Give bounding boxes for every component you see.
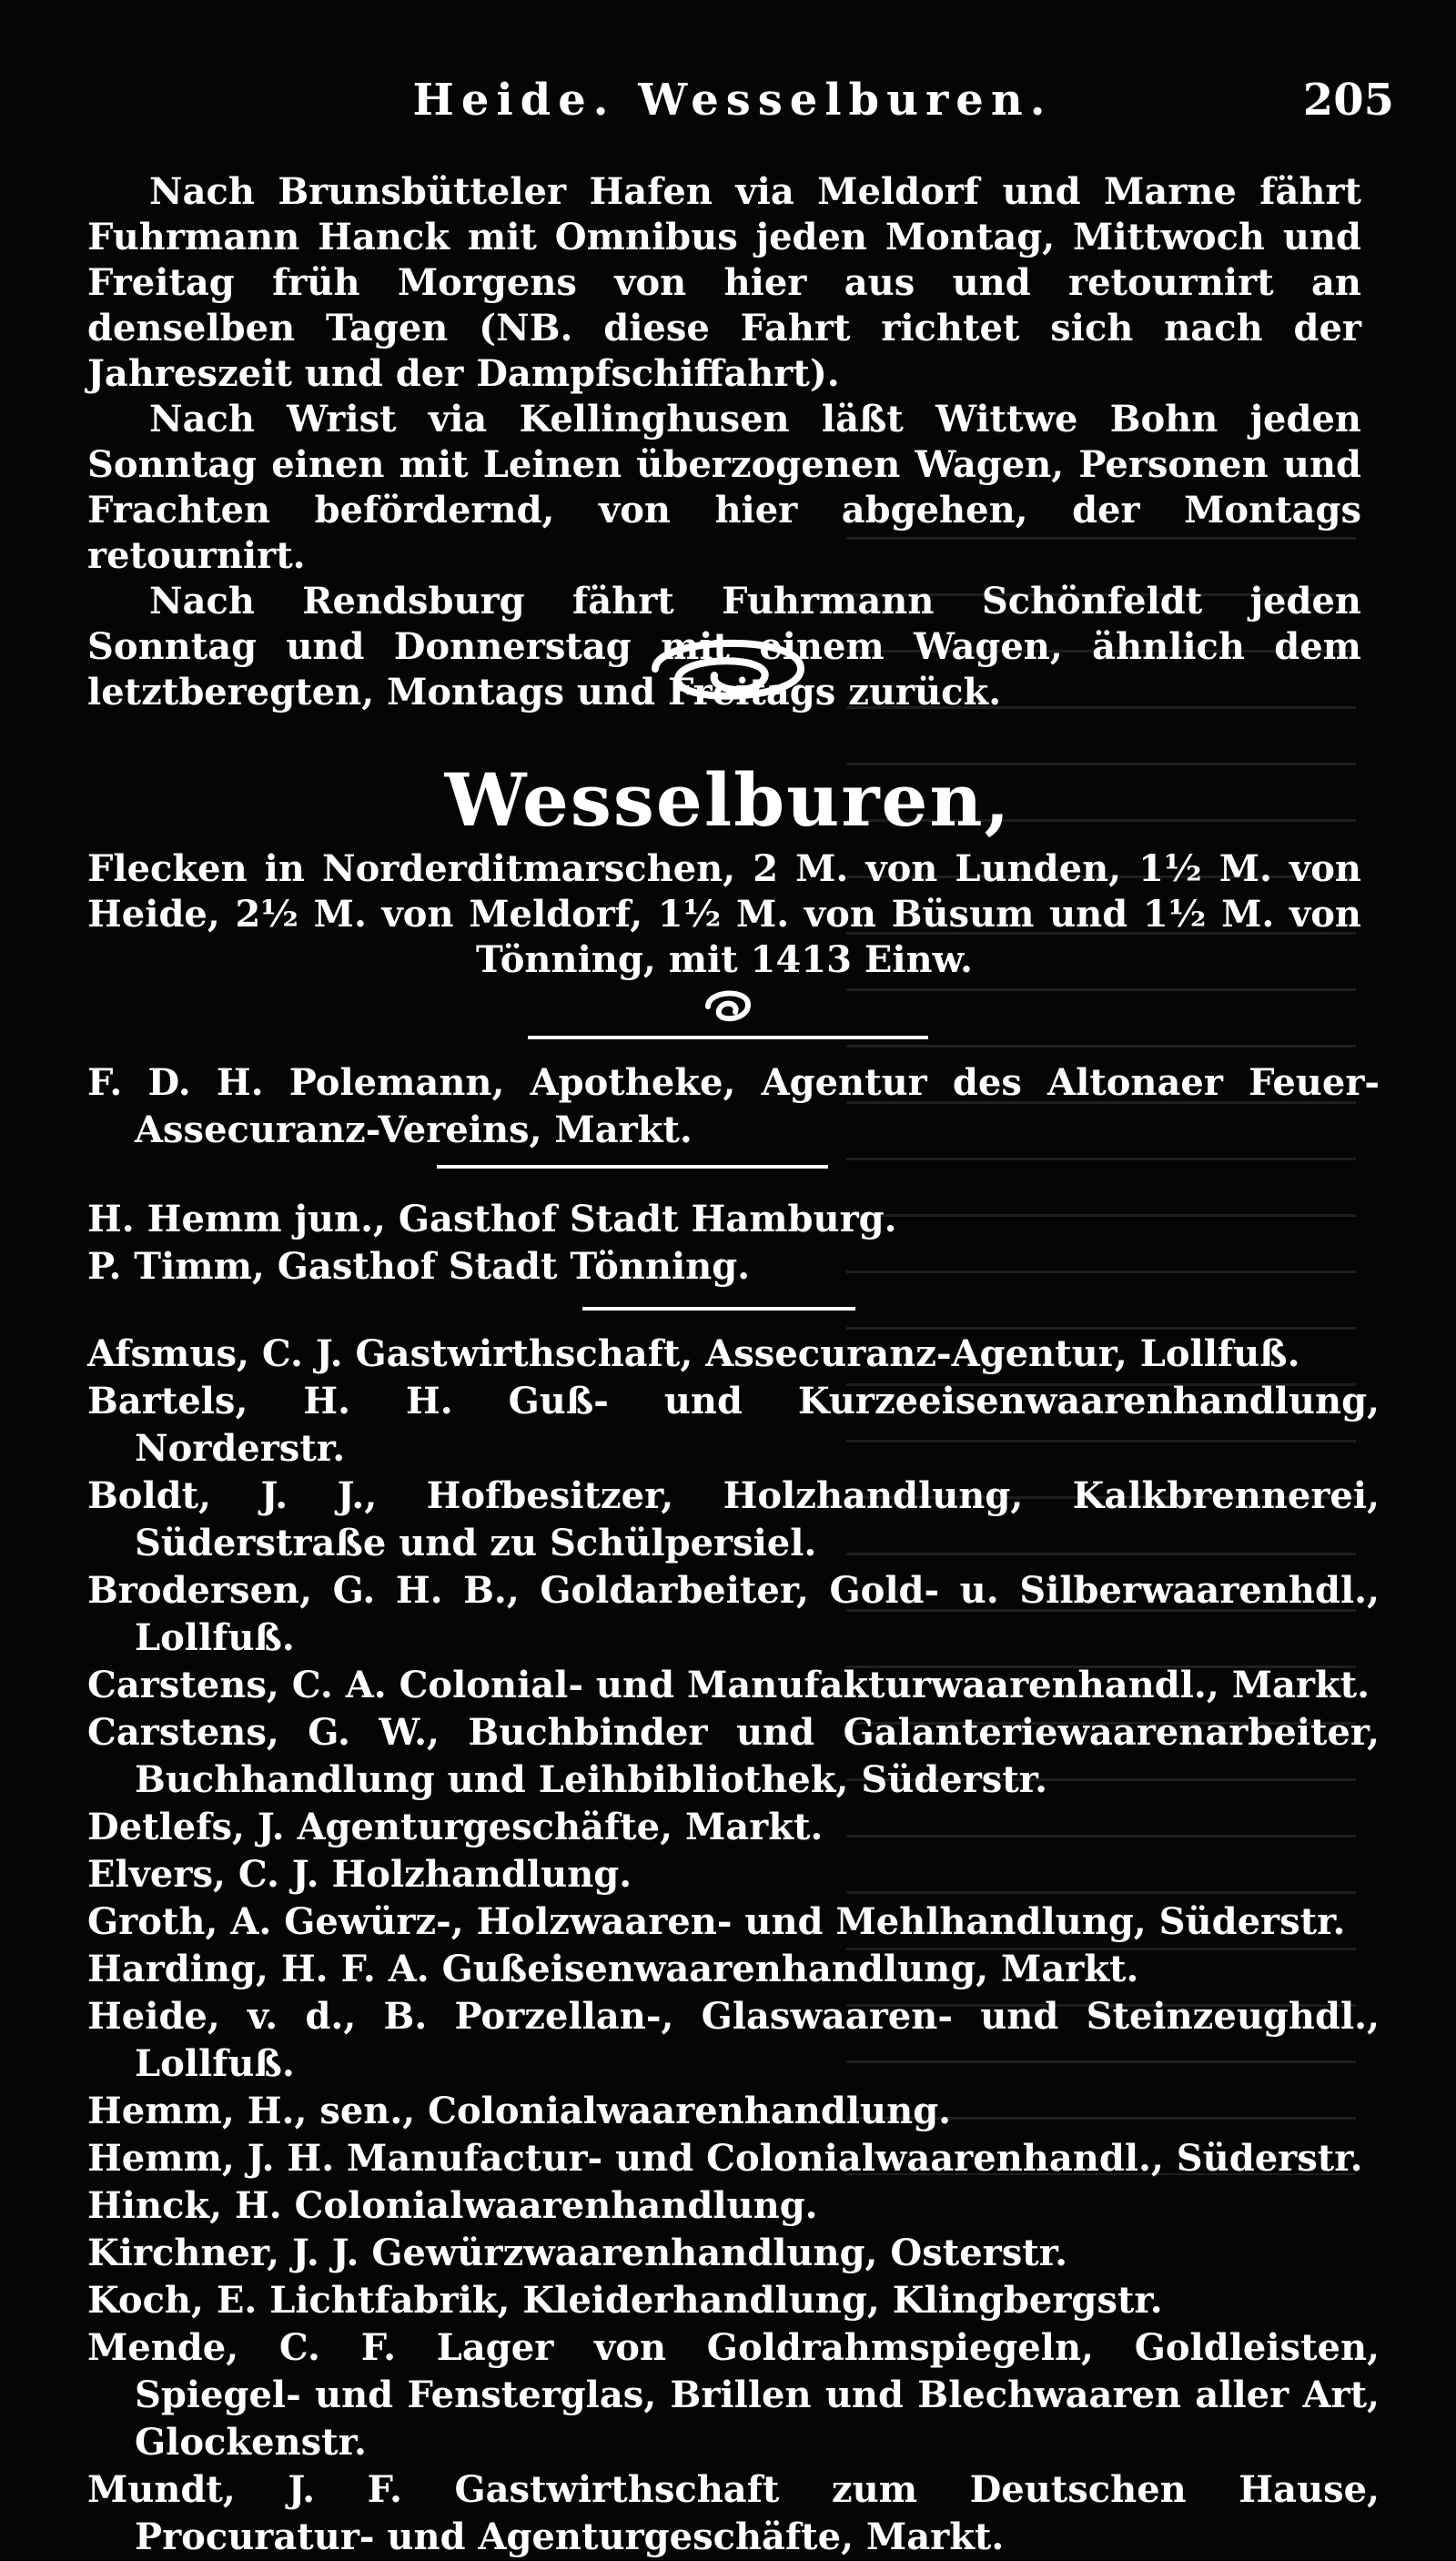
list-item: Hemm, J. H. Manufactur- und Colonialwaarenhandl., Süderstr. [87,2137,1363,2180]
apotheke-list [87,1059,1380,1154]
list-item: Bartels, H. H. Guß- und Kurzeeisenwaarenhandlung, Norderstr. [87,1380,1380,1470]
list-item: Harding, H. F. A. Gußeisenwaarenhandlung, Markt. [87,1948,1139,1990]
list-item: H. Hemm jun., Gasthof Stadt Hamburg. [87,1198,897,1240]
list-item: Hemm, H., sen., Colonialwaarenhandlung. [87,2090,952,2132]
list-item: F. D. H. Polemann, Apotheke, Agentur des Altonaer Feuer-Assecuranz-Vereins, Markt. [87,1061,1380,1151]
intro-paragraph: Nach Rendsburg fährt Fuhrmann Schönfeldt jeden Sonntag und Donnerstag mit einem Wagen, ähnlich dem letztberegten, Montags und Freitags zurück. [87,580,1361,714]
list-item: Kirchner, J. J. Gewürzwaarenhandlung, Osterstr. [87,2232,1068,2274]
list-item: Boldt, J. J., Hofbesitzer, Holzhandlung, Kalkbrennerei, Süderstraße und zu Schülpersiel. [87,1474,1380,1564]
page-header [55,75,1410,138]
scroll-flourish-icon [637,628,819,710]
running-head: Heide. Wesselburen. [412,75,1053,126]
business-directory [87,1331,1380,2561]
list-item: Mende, C. F. Lager von Goldrahmspiegeln, Goldleisten, Spiegel- und Fensterglas, Brillen und Blechwaaren aller Art, Glockenstr. [87,2326,1380,2464]
divider [528,1036,928,1039]
list-item: Detlefs, J. Agenturgeschäfte, Markt. [87,1806,824,1848]
list-item: Elvers, C. J. Holzhandlung. [87,1853,632,1896]
list-item: Carstens, C. A. Colonial- und Manufakturwaarenhandl., Markt. [87,1664,1370,1706]
list-item: Mundt, J. F. Gastwirthschaft zum Deutschen Hause, Procuratur- und Agenturgeschäfte, Markt. [87,2468,1380,2558]
list-item: Afsmus, C. J. Gastwirthschaft, Assecuranz-Agentur, Lollfuß. [87,1332,1300,1375]
list-item: Heide, v. d., B. Porzellan-, Glaswaaren- und Steinzeughdl., Lollfuß. [87,1995,1380,2085]
list-item: Hinck, H. Colonialwaarenhandlung. [87,2184,818,2227]
list-item: Groth, A. Gewürz-, Holzwaaren- und Mehlhandlung, Süderstr. [87,1900,1346,1943]
gasthof-list [87,1196,1380,1291]
intro-paragraph: Nach Wrist via Kellinghusen läßt Wittwe Bohn jeden Sonntag einen mit Leinen überzogenen Wagen, Personen und Frachten befördernd, von hier abgehen, der Montags retournirt. [87,398,1361,577]
list-item: Carstens, G. W., Buchbinder und Galanteriewaarenarbeiter, Buchhandlung und Leihbibliothek, Süderstr. [87,1711,1380,1801]
intro-paragraph: Nach Brunsbütteler Hafen via Meldorf und Marne fährt Fuhrmann Hanck mit Omnibus jeden Montag, Mittwoch und Freitag früh Morgens von hier aus und retournirt an denselben Tagen (NB. diese Fahrt richtet sich nach der Jahreszeit und der Dampfschiffahrt). [87,170,1361,395]
list-item: P. Timm, Gasthof Stadt Tönning. [87,1245,751,1288]
list-item: Koch, E. Lichtfabrik, Kleiderhandlung, Klingbergstr. [87,2279,1163,2322]
list-item: Brodersen, G. H. B., Goldarbeiter, Gold- u. Silberwaarenhdl., Lollfuß. [87,1569,1380,1659]
divider [437,1165,828,1169]
page-number: 205 [1302,75,1394,126]
divider [582,1307,855,1311]
section-subtitle: Flecken in Norderditmarschen, 2 M. von Lunden, 1½ M. von Heide, 2½ M. von Meldorf, 1½ M. von Büsum und 1½ M. von Tönning, mit 1413 Einw. [87,847,1361,981]
section-title: Wesselburen, [444,757,1012,843]
small-flourish-icon [699,985,757,1025]
